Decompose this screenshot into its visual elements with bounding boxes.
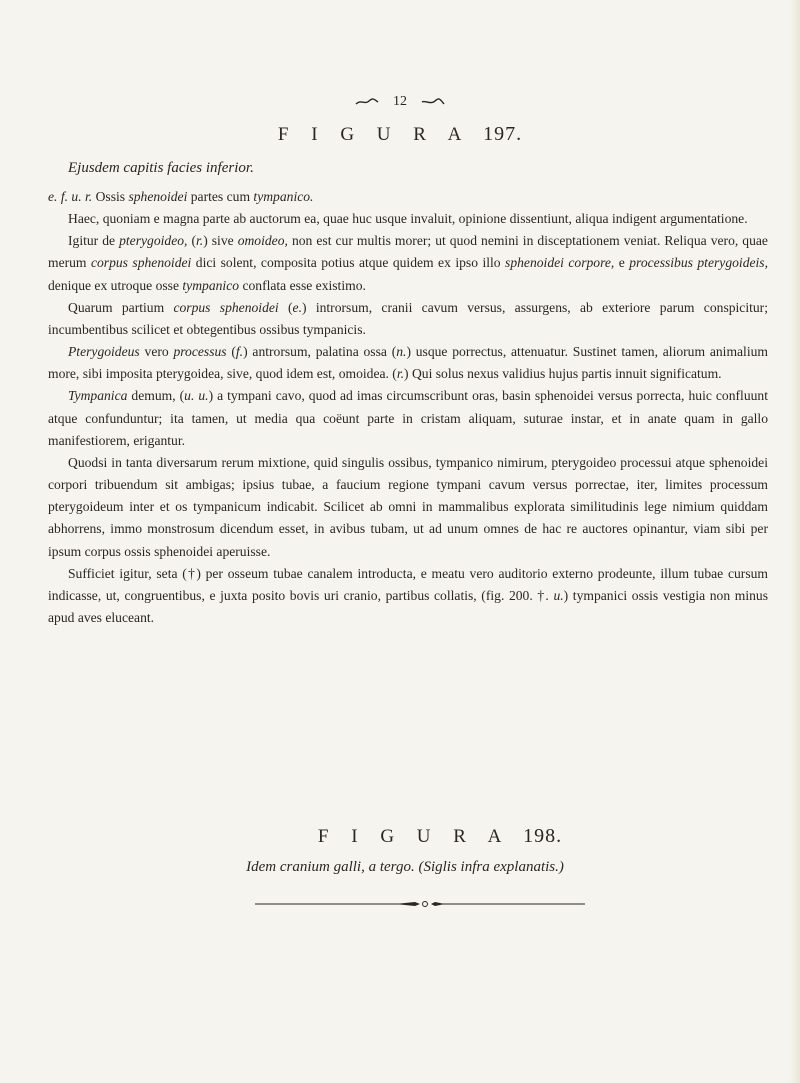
body-text: [48, 186, 768, 629]
figure-label: F I G U R A: [317, 826, 510, 847]
figure-197-caption: Ejusdem capitis facies inferior.: [68, 160, 254, 176]
page-number: 12: [393, 94, 407, 109]
paragraph-5: Pterygoideus vero processus (f.) antrorsum, palatina ossa (n.) usque porrectus, attenuatur. Sustinet tamen, aliorum animalium more, sibi imposita pterygoidea, sive, quod idem est, omoidea. (r.) Qui solus nexus validius hujus partis innuit significatum.: [48, 344, 768, 382]
paragraph-1: e. f. u. r. Ossis sphenoidei partes cum tympanico.: [48, 189, 314, 204]
page-header: [0, 94, 800, 110]
caption-main: Idem cranium galli, a tergo.: [246, 859, 415, 875]
paragraph-3: Igitur de pterygoideo, (r.) sive omoideo, non est cur multis morer; ut quod nemini in disceptationem veniat. Reliqua vero, quae merum corpus sphenoidei dici solent, composita potius atque quidem ex ipso illo sphenoidei corpore, e processibus pterygoideis, denique ex utroque osse tympanico conflata esse existimo.: [48, 233, 768, 293]
paragraph-8: Sufficiet igitur, seta (†) per osseum tubae canalem introducta, e meatu vero auditorio externo prodeunte, illum tubae cursum indicasse, ut, congruentibus, e juxta posito bovis uri cranio, partibus collatis, (fig. 200. †. u.) tympanici ossis vestigia non minus apud aves eluceant.: [48, 565, 769, 625]
ornament-left-icon: [355, 98, 379, 106]
page-edge: [790, 0, 800, 1083]
paragraph-2: Haec, quoniam e magna parte ab auctorum ea, quae huc usque invaluit, opinione dissentiunt, aliqua indigent argumentatione.: [68, 211, 748, 227]
caption-parenthetical: (Siglis infra explanatis.): [418, 859, 564, 875]
figure-label: F I G U R A: [277, 124, 470, 145]
figure-197-heading: [0, 123, 800, 146]
decorative-rule-icon: [255, 899, 585, 907]
figure-198-caption: [0, 859, 800, 876]
paragraph-7: Quodsi in tanta diversarum rerum mixtione, quid singulis ossibus, tympanico nimirum, pterygoideo processui atque sphenoidei corpori tribuendum sit ambigas; ipsius tubae, a faucium regione tympani cavum versus porrectae, iter, limites processum pterygoideum inter et os tympanicum indicabit. Scilicet ab omni in mammalibus explorata similitudinis lege nimium quiddam abhorrens, immo monstrosum dicendum esset, in avibus tubam, ut ad unum omnes de hac re auctores opinantur, viam sibi per ipsum corpus ossis sphenoidei aperuisse.: [48, 454, 768, 559]
ornament-right-icon: [421, 98, 445, 106]
figure-number: 198.: [523, 825, 563, 847]
paragraph-4: Quarum partium corpus sphenoidei (e.) introrsum, cranii cavum versus, assurgens, ab exteriore parum conspicitur; incumbentibus scilicet et obtegentibus ossibus tympanicis.: [48, 299, 768, 337]
figure-198-heading: [40, 825, 800, 848]
figure-number: 197.: [483, 123, 523, 145]
paragraph-6: Tympanica demum, (u. u.) a tympani cavo, quod ad imas circumscribunt oras, basin sphenoidei versus porrecta, huic confluunt atque confunduntur; ita tamen, ut media qua coëunt parte in cristam aliquam, suturae instar, et in anate quam in gallo manifestiorem, erigantur.: [48, 388, 768, 448]
